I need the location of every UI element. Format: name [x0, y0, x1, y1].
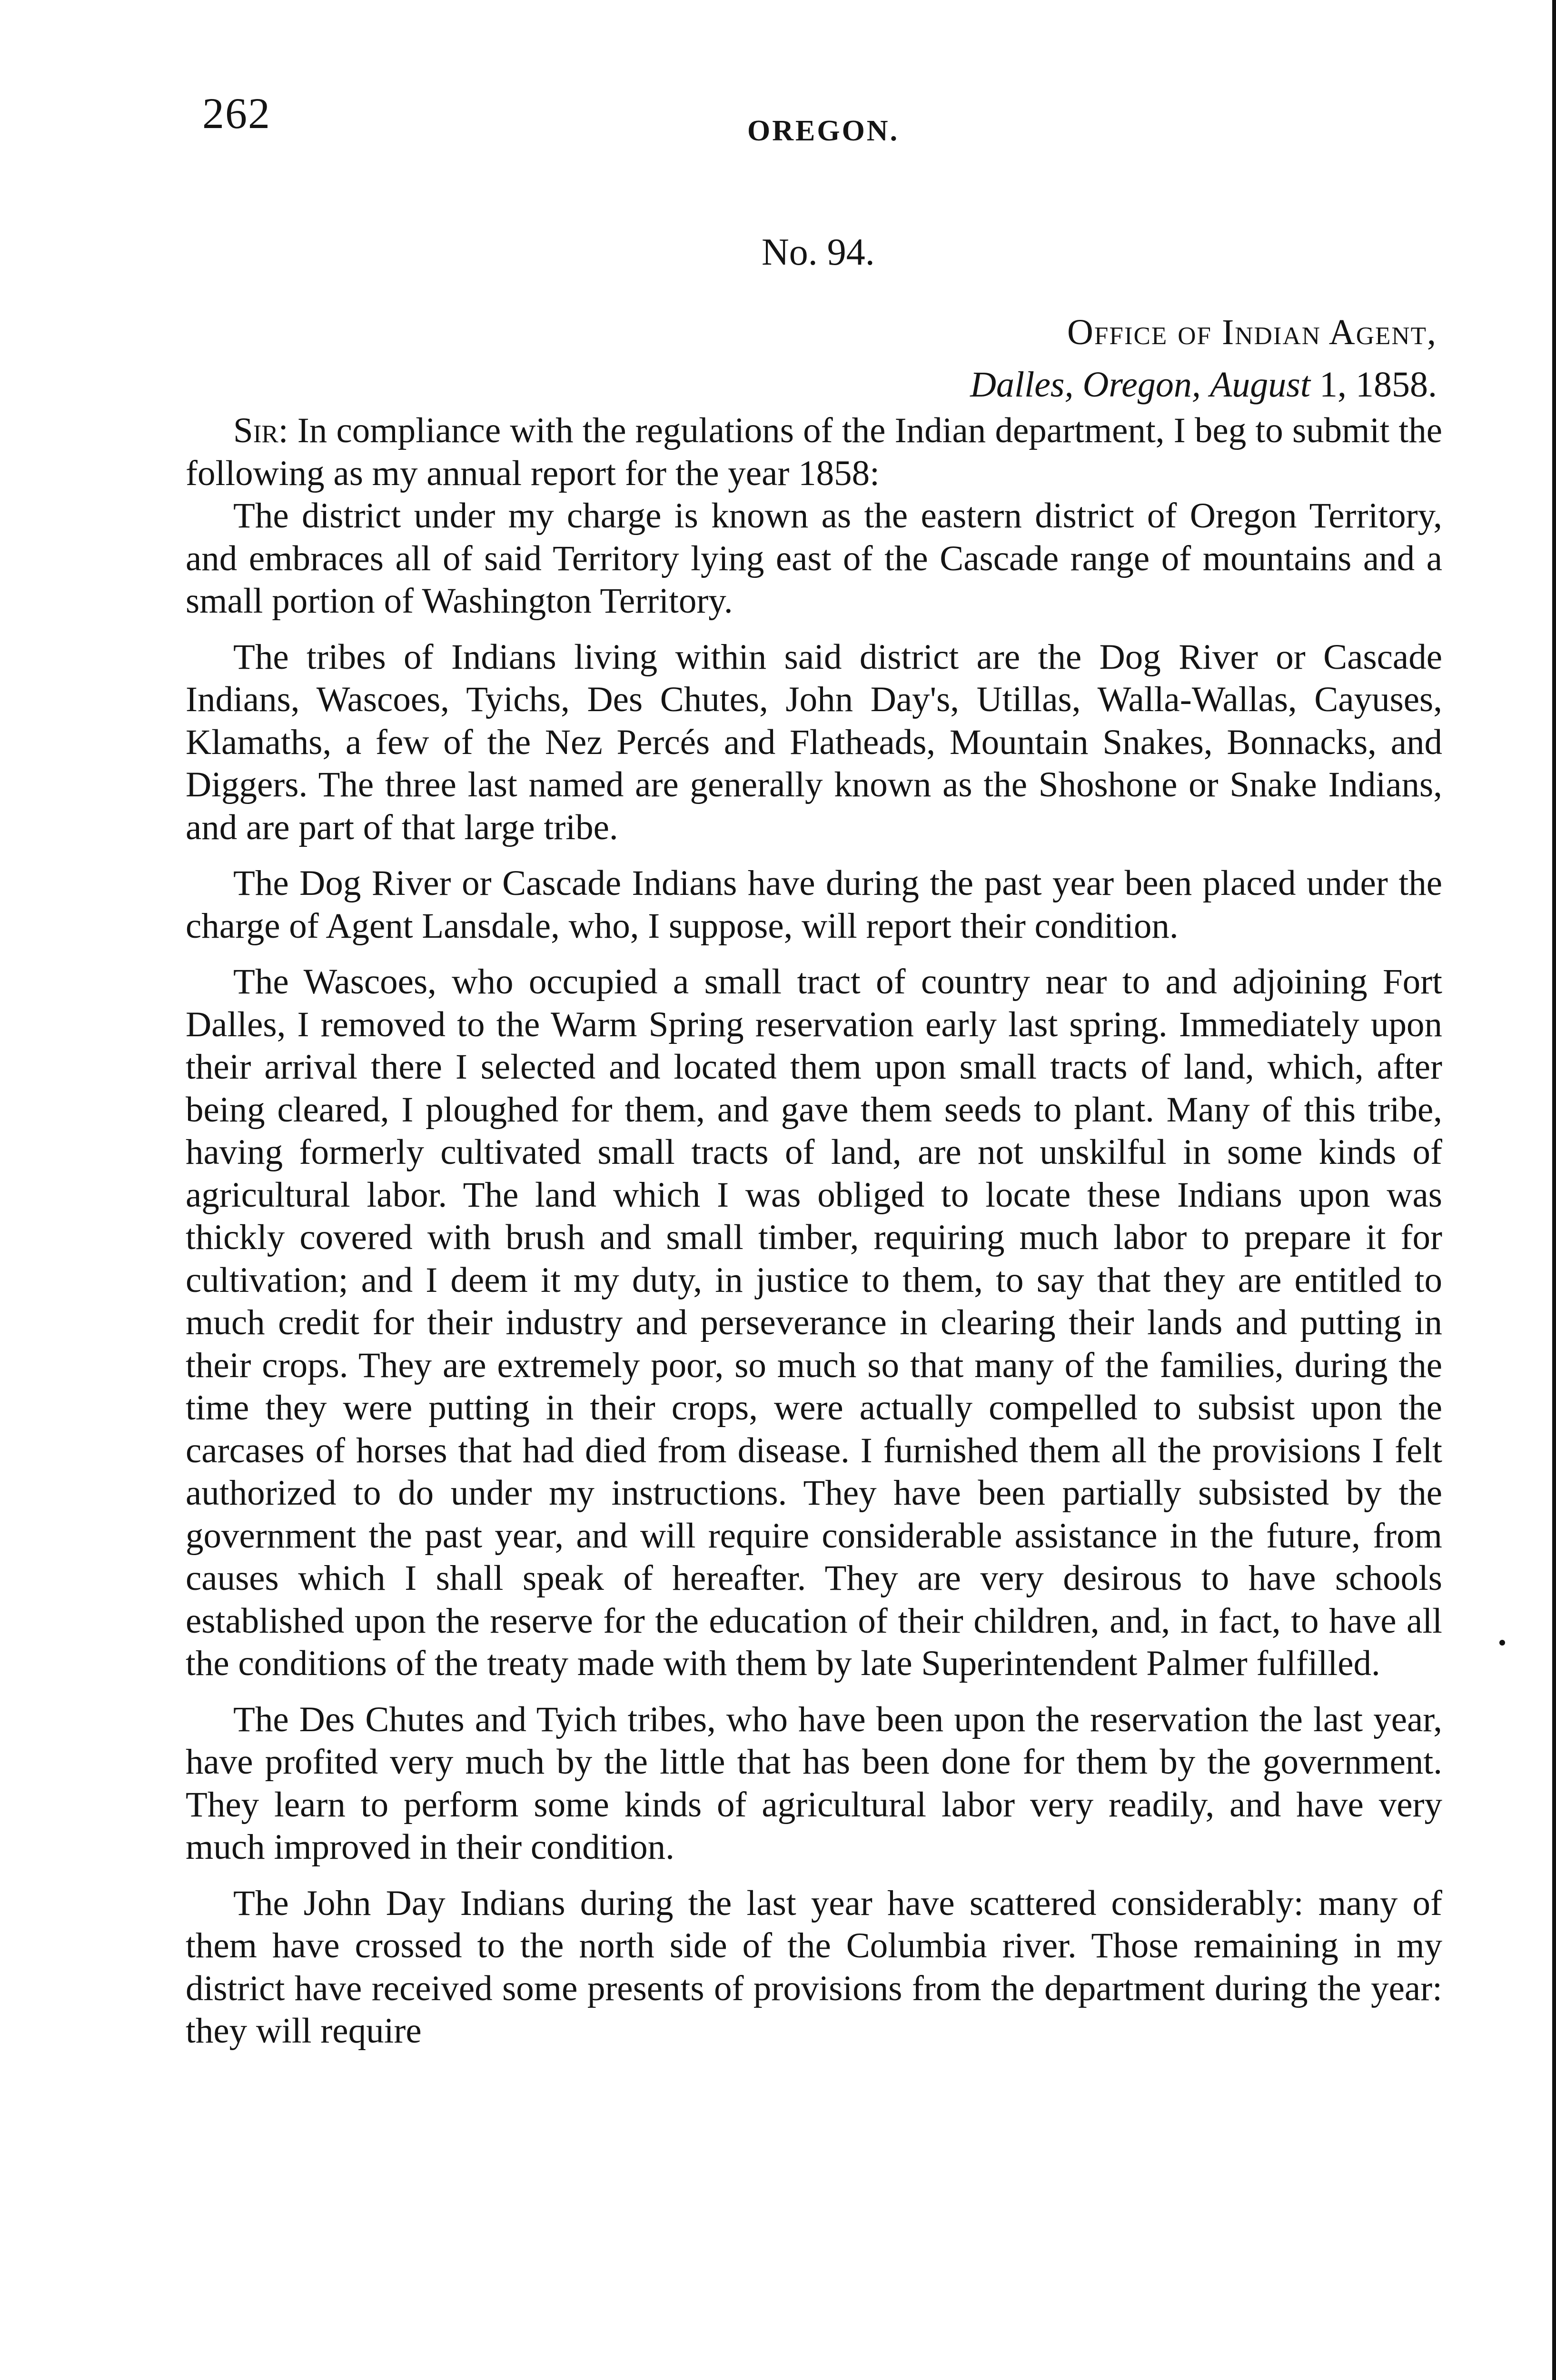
paragraph-2: The district under my charge is known as the eastern district of Oregon Territory, and embraces all of said Territory lying east of the Cascade range of mountains and a small portion of Washington Territory. — [186, 496, 1442, 621]
paragraph-1 — [186, 409, 1442, 495]
paragraph-1-text: In compliance with the regulations of the Indian department, I beg to submit the following as my annual report for the year 1858: — [186, 411, 1442, 493]
paragraph-3: The tribes of Indians living within said district are the Dog River or Cascade Indians, Wascoes, Tyichs, Des Chutes, John Day's, Utillas, Walla-Wallas, Cayuses, Klamaths, a few of the Nez Percés and Flatheads, Mountain Snakes, Bonnacks, and Diggers. The three last named are generally known as the Shoshone or Snake Indians, and are part of that large tribe. — [186, 637, 1442, 847]
paragraph-7: The John Day Indians during the last year have scattered considerably: many of them have crossed to the north side of the Columbia river. Those remaining in my district have received some presents of provisions from the department during the year: they will require — [186, 1883, 1442, 2051]
office-line: Office of Indian Agent, — [1067, 312, 1437, 352]
ink-speck — [1499, 1640, 1505, 1646]
paragraph-5: The Wascoes, who occupied a small tract of country near to and adjoining Fort Dalles, I removed to the Warm Spring reservation early last spring. Immediately upon their arrival there I selected and located them upon small tracts of land, which, after being cleared, I ploughed for them, and gave them seeds to plant. Many of this tribe, having formerly cultivated small tracts of land, are not unskilful in some kinds of agricultural labor. The land which I was obliged to locate these Indians upon was thickly covered with brush and small timber, requiring much labor to prepare it for cultivation; and I deem it my duty, in justice to them, to say that they are entitled to much credit for their industry and perseverance in clearing their lands and putting in their crops. They are extremely poor, so much so that many of the families, during the time they were putting in their crops, were actually compelled to subsist upon the carcases of horses that had died from disease. I furnished them all the provisions I felt authorized to do under my instructions. They have been partially subsisted by the government the past year, and will require considerable assistance in the future, from causes which I shall speak of hereafter. They are very desirous to have schools established upon the reserve for the education of their children, and, in fact, to have all the conditions of the treaty made with them by late Superintendent Palmer fulfilled. — [186, 962, 1442, 1683]
salutation: Sir: — [233, 411, 288, 450]
place-date-line — [970, 364, 1437, 406]
page-number: 262 — [202, 89, 271, 138]
place: Dalles, Oregon, — [970, 365, 1201, 405]
running-title: OREGON. — [747, 115, 900, 147]
report-body — [186, 409, 1442, 2053]
paragraph-6: The Des Chutes and Tyich tribes, who have been upon the reservation the last year, have profited very much by the little that has been done for them by the government. They learn to perform some kinds of agricultural labor very readily, and have very much improved in their condition. — [186, 1699, 1442, 1867]
day-year: 1, 1858. — [1310, 365, 1437, 405]
paragraph-4: The Dog River or Cascade Indians have during the past year been placed under the charge of Agent Lansdale, who, I suppose, will report their condition. — [186, 863, 1442, 946]
month: August — [1209, 365, 1310, 405]
document-number: No. 94. — [762, 231, 875, 273]
